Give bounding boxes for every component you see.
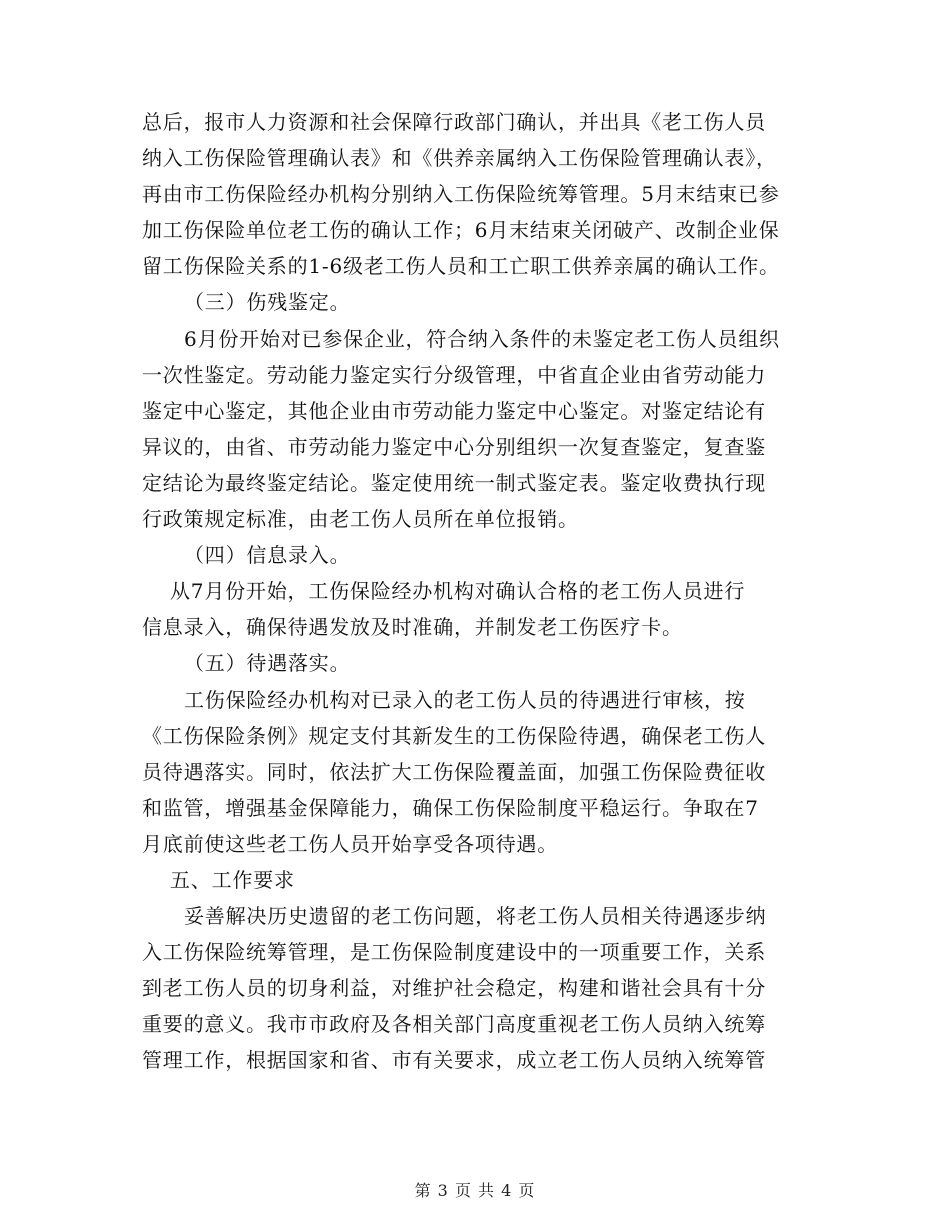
paragraph-first-line: 6月份开始对已参保企业，符合纳入条件的未鉴定老工伤人员组织 xyxy=(184,326,780,351)
page-number-footer: 第 3 页 共 4 页 xyxy=(414,1181,536,1200)
paragraph-first-line: 工伤保险经办机构对已录入的老工伤人员的待遇进行审核，按 xyxy=(184,687,746,712)
text-line: 《工伤保险条例》规定支付其新发生的工伤保险待遇，确保老工伤人 xyxy=(142,723,766,748)
paragraph-first-line: 妥善解决历史遗留的老工伤问题，将老工伤人员相关待遇逐步纳 xyxy=(184,904,767,929)
text-line: 纳入工伤保险管理确认表》和《供养亲属纳入工伤保险管理确认表》， xyxy=(142,146,777,171)
text-line: 留工伤保险关系的1-6级老工伤人员和工亡职工供养亲属的确认工作。 xyxy=(142,254,780,279)
section-heading: （五）待遇落实。 xyxy=(184,651,351,676)
text-line: 入工伤保险统筹管理，是工伤保险制度建设中的一项重要工作，关系 xyxy=(142,940,766,965)
paragraph-first-line: 从7月份开始，工伤保险经办机构对确认合格的老工伤人员进行 xyxy=(170,579,746,604)
text-line: 一次性鉴定。劳动能力鉴定实行分级管理，中省直企业由省劳动能力 xyxy=(142,362,766,387)
section-heading: （四）信息录入。 xyxy=(184,543,351,568)
section-heading: （三）伤残鉴定。 xyxy=(184,290,351,315)
text-line: 总后，报市人力资源和社会保障行政部门确认，并出具《老工伤人员 xyxy=(142,110,766,134)
text-line: 重要的意义。我市市政府及各相关部门高度重视老工伤人员纳入统筹 xyxy=(142,1012,766,1037)
text-line: 员待遇落实。同时，依法扩大工伤保险覆盖面，加强工伤保险费征收 xyxy=(142,759,766,784)
text-line: 信息录入，确保待遇发放及时准确，并制发老工伤医疗卡。 xyxy=(142,615,683,640)
section-heading: 五、工作要求 xyxy=(170,867,295,892)
document-body xyxy=(142,104,812,1079)
text-line: 到老工伤人员的切身利益，对维护社会稳定，构建和谐社会具有十分 xyxy=(142,976,766,1001)
text-line: 和监管，增强基金保障能力，确保工伤保险制度平稳运行。争取在7 xyxy=(142,795,759,820)
text-line: 加工伤保险单位老工伤的确认工作；6月末结束关闭破产、改制企业保 xyxy=(142,218,780,243)
text-line: 异议的，由省、市劳动能力鉴定中心分别组织一次复查鉴定，复查鉴 xyxy=(142,434,766,459)
text-line: 行政策规定标准，由老工伤人员所在单位报销。 xyxy=(142,507,579,532)
text-line: 再由市工伤保险经办机构分别纳入工伤保险统筹管理。5月末结束已参 xyxy=(142,182,780,207)
text-line: 鉴定中心鉴定，其他企业由市劳动能力鉴定中心鉴定。对鉴定结论有 xyxy=(142,398,766,423)
text-line: 管理工作，根据国家和省、市有关要求，成立老工伤人员纳入统筹管 xyxy=(142,1048,766,1073)
text-line: 定结论为最终鉴定结论。鉴定使用统一制式鉴定表。鉴定收费执行现 xyxy=(142,470,766,495)
text-line: 月底前使这些老工伤人员开始享受各项待遇。 xyxy=(142,831,558,856)
